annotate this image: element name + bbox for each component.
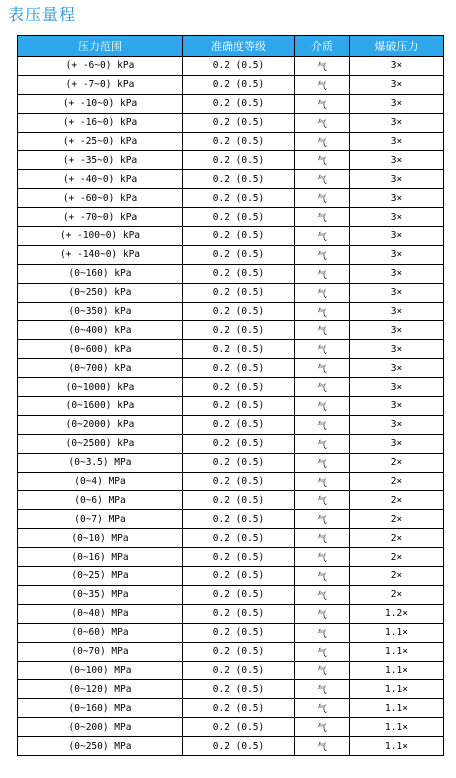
cell-accuracy-class: 0.2 (0.5) xyxy=(183,680,295,699)
cell-pressure-range: (0~7) MPa xyxy=(18,510,183,529)
cell-medium: 气 xyxy=(295,57,350,76)
cell-burst-pressure: 3× xyxy=(350,264,444,283)
table-row xyxy=(18,208,444,227)
cell-burst-pressure: 3× xyxy=(350,397,444,416)
cell-burst-pressure: 3× xyxy=(350,378,444,397)
cell-pressure-range: (0~25) MPa xyxy=(18,567,183,586)
cell-pressure-range: (0~200) MPa xyxy=(18,718,183,737)
cell-accuracy-class: 0.2 (0.5) xyxy=(183,302,295,321)
cell-accuracy-class: 0.2 (0.5) xyxy=(183,472,295,491)
cell-medium: 气 xyxy=(295,397,350,416)
cell-pressure-range: (0~1600) kPa xyxy=(18,397,183,416)
cell-medium: 气 xyxy=(295,132,350,151)
cell-medium: 气 xyxy=(295,151,350,170)
header-pressure-range: 压力范围 xyxy=(18,36,183,57)
cell-pressure-range: (0~160) MPa xyxy=(18,699,183,718)
cell-burst-pressure: 3× xyxy=(350,94,444,113)
table-row xyxy=(18,642,444,661)
cell-pressure-range: (0~16) MPa xyxy=(18,548,183,567)
cell-accuracy-class: 0.2 (0.5) xyxy=(183,415,295,434)
table-row xyxy=(18,57,444,76)
cell-pressure-range: (+ -40~0) kPa xyxy=(18,170,183,189)
cell-accuracy-class: 0.2 (0.5) xyxy=(183,245,295,264)
cell-medium: 气 xyxy=(295,434,350,453)
cell-burst-pressure: 3× xyxy=(350,283,444,302)
cell-burst-pressure: 3× xyxy=(350,302,444,321)
cell-pressure-range: (0~4) MPa xyxy=(18,472,183,491)
cell-medium: 气 xyxy=(295,680,350,699)
cell-medium: 气 xyxy=(295,661,350,680)
cell-accuracy-class: 0.2 (0.5) xyxy=(183,208,295,227)
cell-burst-pressure: 2× xyxy=(350,548,444,567)
cell-medium: 气 xyxy=(295,340,350,359)
cell-burst-pressure: 3× xyxy=(350,415,444,434)
cell-burst-pressure: 3× xyxy=(350,434,444,453)
table-row xyxy=(18,378,444,397)
cell-pressure-range: (0~400) kPa xyxy=(18,321,183,340)
cell-accuracy-class: 0.2 (0.5) xyxy=(183,378,295,397)
cell-burst-pressure: 2× xyxy=(350,585,444,604)
cell-accuracy-class: 0.2 (0.5) xyxy=(183,113,295,132)
cell-medium: 气 xyxy=(295,567,350,586)
header-medium: 介质 xyxy=(295,36,350,57)
cell-burst-pressure: 3× xyxy=(350,321,444,340)
cell-pressure-range: (0~350) kPa xyxy=(18,302,183,321)
table-header xyxy=(18,36,444,57)
cell-medium: 气 xyxy=(295,189,350,208)
table-row xyxy=(18,75,444,94)
cell-burst-pressure: 3× xyxy=(350,189,444,208)
table-row xyxy=(18,397,444,416)
header-row xyxy=(18,36,444,57)
cell-pressure-range: (0~160) kPa xyxy=(18,264,183,283)
cell-accuracy-class: 0.2 (0.5) xyxy=(183,189,295,208)
cell-burst-pressure: 2× xyxy=(350,529,444,548)
cell-accuracy-class: 0.2 (0.5) xyxy=(183,737,295,756)
cell-pressure-range: (0~2500) kPa xyxy=(18,434,183,453)
table-row xyxy=(18,491,444,510)
cell-accuracy-class: 0.2 (0.5) xyxy=(183,491,295,510)
cell-medium: 气 xyxy=(295,548,350,567)
cell-medium: 气 xyxy=(295,245,350,264)
cell-burst-pressure: 1.1× xyxy=(350,737,444,756)
cell-accuracy-class: 0.2 (0.5) xyxy=(183,132,295,151)
cell-pressure-range: (+ -140~0) kPa xyxy=(18,245,183,264)
cell-burst-pressure: 2× xyxy=(350,472,444,491)
cell-accuracy-class: 0.2 (0.5) xyxy=(183,699,295,718)
cell-pressure-range: (0~100) MPa xyxy=(18,661,183,680)
cell-pressure-range: (0~250) kPa xyxy=(18,283,183,302)
table-row xyxy=(18,132,444,151)
table-row xyxy=(18,94,444,113)
cell-medium: 气 xyxy=(295,415,350,434)
cell-pressure-range: (+ -10~0) kPa xyxy=(18,94,183,113)
table-row xyxy=(18,264,444,283)
cell-pressure-range: (+ -100~0) kPa xyxy=(18,227,183,246)
table-row xyxy=(18,340,444,359)
cell-pressure-range: (0~60) MPa xyxy=(18,623,183,642)
cell-pressure-range: (0~600) kPa xyxy=(18,340,183,359)
cell-accuracy-class: 0.2 (0.5) xyxy=(183,397,295,416)
cell-medium: 气 xyxy=(295,737,350,756)
cell-medium: 气 xyxy=(295,113,350,132)
table-row xyxy=(18,623,444,642)
cell-burst-pressure: 3× xyxy=(350,57,444,76)
cell-medium: 气 xyxy=(295,453,350,472)
cell-accuracy-class: 0.2 (0.5) xyxy=(183,227,295,246)
cell-burst-pressure: 2× xyxy=(350,491,444,510)
table-row xyxy=(18,113,444,132)
cell-burst-pressure: 3× xyxy=(350,245,444,264)
header-accuracy-class: 准确度等级 xyxy=(183,36,295,57)
cell-accuracy-class: 0.2 (0.5) xyxy=(183,321,295,340)
cell-pressure-range: (0~40) MPa xyxy=(18,604,183,623)
cell-medium: 气 xyxy=(295,604,350,623)
cell-pressure-range: (+ -16~0) kPa xyxy=(18,113,183,132)
table-row xyxy=(18,302,444,321)
table-row xyxy=(18,529,444,548)
cell-burst-pressure: 1.2× xyxy=(350,604,444,623)
cell-burst-pressure: 1.1× xyxy=(350,699,444,718)
table-row xyxy=(18,680,444,699)
cell-accuracy-class: 0.2 (0.5) xyxy=(183,567,295,586)
cell-pressure-range: (0~3.5) MPa xyxy=(18,453,183,472)
cell-medium: 气 xyxy=(295,94,350,113)
cell-accuracy-class: 0.2 (0.5) xyxy=(183,510,295,529)
cell-medium: 气 xyxy=(295,321,350,340)
table-row xyxy=(18,189,444,208)
cell-medium: 气 xyxy=(295,510,350,529)
cell-burst-pressure: 1.1× xyxy=(350,718,444,737)
cell-pressure-range: (+ -25~0) kPa xyxy=(18,132,183,151)
cell-pressure-range: (0~35) MPa xyxy=(18,585,183,604)
cell-accuracy-class: 0.2 (0.5) xyxy=(183,283,295,302)
cell-burst-pressure: 3× xyxy=(350,359,444,378)
table-row xyxy=(18,170,444,189)
cell-medium: 气 xyxy=(295,472,350,491)
cell-burst-pressure: 1.1× xyxy=(350,623,444,642)
cell-accuracy-class: 0.2 (0.5) xyxy=(183,529,295,548)
header-burst-pressure: 爆破压力 xyxy=(350,36,444,57)
cell-medium: 气 xyxy=(295,718,350,737)
cell-burst-pressure: 1.1× xyxy=(350,661,444,680)
table-row xyxy=(18,548,444,567)
cell-pressure-range: (+ -60~0) kPa xyxy=(18,189,183,208)
cell-accuracy-class: 0.2 (0.5) xyxy=(183,57,295,76)
table-row xyxy=(18,718,444,737)
cell-pressure-range: (+ -7~0) kPa xyxy=(18,75,183,94)
cell-pressure-range: (0~120) MPa xyxy=(18,680,183,699)
cell-burst-pressure: 3× xyxy=(350,208,444,227)
page-title: 表压量程 xyxy=(8,5,77,24)
cell-medium: 气 xyxy=(295,359,350,378)
cell-pressure-range: (0~70) MPa xyxy=(18,642,183,661)
cell-pressure-range: (+ -35~0) kPa xyxy=(18,151,183,170)
table-row xyxy=(18,585,444,604)
cell-accuracy-class: 0.2 (0.5) xyxy=(183,718,295,737)
table-row xyxy=(18,283,444,302)
cell-accuracy-class: 0.2 (0.5) xyxy=(183,661,295,680)
table-row xyxy=(18,151,444,170)
table-row xyxy=(18,321,444,340)
table-row xyxy=(18,699,444,718)
cell-accuracy-class: 0.2 (0.5) xyxy=(183,94,295,113)
cell-medium: 气 xyxy=(295,623,350,642)
cell-accuracy-class: 0.2 (0.5) xyxy=(183,642,295,661)
cell-burst-pressure: 1.1× xyxy=(350,642,444,661)
cell-burst-pressure: 3× xyxy=(350,151,444,170)
cell-pressure-range: (0~250) MPa xyxy=(18,737,183,756)
cell-accuracy-class: 0.2 (0.5) xyxy=(183,75,295,94)
cell-pressure-range: (0~10) MPa xyxy=(18,529,183,548)
table-row xyxy=(18,567,444,586)
cell-medium: 气 xyxy=(295,283,350,302)
cell-accuracy-class: 0.2 (0.5) xyxy=(183,434,295,453)
table-row xyxy=(18,472,444,491)
pressure-range-table xyxy=(17,35,444,756)
cell-medium: 气 xyxy=(295,378,350,397)
table-row xyxy=(18,661,444,680)
cell-burst-pressure: 3× xyxy=(350,340,444,359)
cell-burst-pressure: 3× xyxy=(350,227,444,246)
table-row xyxy=(18,227,444,246)
cell-pressure-range: (0~6) MPa xyxy=(18,491,183,510)
table-row xyxy=(18,245,444,264)
cell-burst-pressure: 3× xyxy=(350,132,444,151)
cell-pressure-range: (0~700) kPa xyxy=(18,359,183,378)
cell-accuracy-class: 0.2 (0.5) xyxy=(183,151,295,170)
cell-pressure-range: (+ -70~0) kPa xyxy=(18,208,183,227)
table-row xyxy=(18,415,444,434)
cell-pressure-range: (0~1000) kPa xyxy=(18,378,183,397)
table-row xyxy=(18,604,444,623)
cell-medium: 气 xyxy=(295,642,350,661)
cell-medium: 气 xyxy=(295,699,350,718)
cell-pressure-range: (0~2000) kPa xyxy=(18,415,183,434)
table-body xyxy=(18,57,444,756)
cell-accuracy-class: 0.2 (0.5) xyxy=(183,170,295,189)
cell-medium: 气 xyxy=(295,585,350,604)
cell-pressure-range: (+ -6~0) kPa xyxy=(18,57,183,76)
cell-burst-pressure: 2× xyxy=(350,510,444,529)
cell-medium: 气 xyxy=(295,491,350,510)
cell-burst-pressure: 3× xyxy=(350,75,444,94)
cell-burst-pressure: 3× xyxy=(350,170,444,189)
table-row xyxy=(18,359,444,378)
table-row xyxy=(18,737,444,756)
cell-medium: 气 xyxy=(295,264,350,283)
cell-medium: 气 xyxy=(295,227,350,246)
cell-accuracy-class: 0.2 (0.5) xyxy=(183,264,295,283)
cell-medium: 气 xyxy=(295,208,350,227)
cell-burst-pressure: 2× xyxy=(350,453,444,472)
cell-accuracy-class: 0.2 (0.5) xyxy=(183,340,295,359)
cell-medium: 气 xyxy=(295,529,350,548)
cell-medium: 气 xyxy=(295,302,350,321)
cell-burst-pressure: 2× xyxy=(350,567,444,586)
cell-burst-pressure: 1.1× xyxy=(350,680,444,699)
cell-medium: 气 xyxy=(295,170,350,189)
cell-accuracy-class: 0.2 (0.5) xyxy=(183,548,295,567)
cell-accuracy-class: 0.2 (0.5) xyxy=(183,359,295,378)
table-row xyxy=(18,434,444,453)
cell-accuracy-class: 0.2 (0.5) xyxy=(183,604,295,623)
cell-accuracy-class: 0.2 (0.5) xyxy=(183,623,295,642)
table-row xyxy=(18,510,444,529)
cell-accuracy-class: 0.2 (0.5) xyxy=(183,585,295,604)
table-row xyxy=(18,453,444,472)
cell-medium: 气 xyxy=(295,75,350,94)
cell-burst-pressure: 3× xyxy=(350,113,444,132)
cell-accuracy-class: 0.2 (0.5) xyxy=(183,453,295,472)
